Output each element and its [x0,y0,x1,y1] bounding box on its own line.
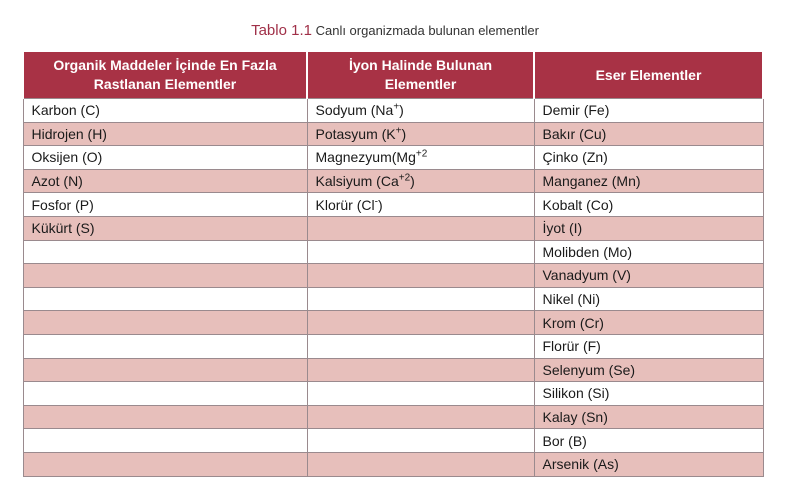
elements-table [22,50,764,477]
cell-organic: Karbon (C) [23,99,307,123]
cell-ion [307,311,534,335]
cell-trace: Çinko (Zn) [534,146,763,170]
ion-close: ) [401,125,407,142]
table-row [23,287,763,311]
cell-trace: Kobalt (Co) [534,193,763,217]
table-row [23,358,763,382]
table-row [23,382,763,406]
cell-trace: Bor (B) [534,429,763,453]
ion-close: ) [410,173,415,190]
cell-trace: Silikon (Si) [534,382,763,406]
table-caption [0,22,790,39]
table-row [23,146,763,170]
cell-organic [23,311,307,335]
ion-name: Potasyum (K [315,125,396,142]
ion-charge: - [374,196,378,208]
cell-ion [307,287,534,311]
cell-ion [307,382,534,406]
caption-label: Tablo 1.1 [251,22,312,39]
table-row [23,216,763,240]
table-row [23,264,763,288]
header-organic: Organik Maddeler İçinde En Fazla Rastlanan Elementler [23,51,307,99]
cell-organic [23,334,307,358]
cell-ion [307,358,534,382]
header-ions: İyon Halinde Bulunan Elementler [307,51,534,99]
cell-organic: Oksijen (O) [23,146,307,170]
cell-ion [307,146,534,170]
cell-organic [23,287,307,311]
cell-organic [23,382,307,406]
header-trace: Eser Elementler [534,51,763,99]
ion-charge: +2 [398,172,411,184]
table-row [23,193,763,217]
cell-trace: Kalay (Sn) [534,405,763,429]
ion-close: ) [399,102,404,119]
cell-ion [307,452,534,476]
cell-organic [23,405,307,429]
cell-ion [307,405,534,429]
ion-close: ) [377,196,383,213]
cell-trace: Selenyum (Se) [534,358,763,382]
cell-ion [307,429,534,453]
cell-organic: Kükürt (S) [23,216,307,240]
cell-trace: Vanadyum (V) [534,264,763,288]
table-row [23,169,763,193]
table-row [23,334,763,358]
cell-organic: Hidrojen (H) [23,122,307,146]
ion-name: Sodyum (Na [315,102,394,119]
table-row [23,122,763,146]
cell-trace: Manganez (Mn) [534,169,763,193]
cell-trace: Molibden (Mo) [534,240,763,264]
header-row [23,51,763,99]
table-body [23,99,763,477]
table-row [23,240,763,264]
cell-organic [23,240,307,264]
table-row [23,405,763,429]
cell-ion [307,216,534,240]
cell-organic [23,358,307,382]
cell-organic [23,429,307,453]
ion-name: Kalsiyum (Ca [315,173,399,190]
cell-trace: Bakır (Cu) [534,122,763,146]
table-row [23,429,763,453]
cell-trace: Nikel (Ni) [534,287,763,311]
cell-trace: Florür (F) [534,334,763,358]
cell-trace: İyot (I) [534,216,763,240]
cell-ion [307,264,534,288]
ion-charge: +2 [415,148,428,160]
cell-ion [307,240,534,264]
cell-ion [307,169,534,193]
table-row [23,311,763,335]
ion-name: Magnezyum(Mg [315,149,416,166]
cell-ion [307,193,534,217]
ion-name: Klorür (Cl [315,196,375,213]
ion-charge: + [393,101,400,113]
cell-organic: Azot (N) [23,169,307,193]
cell-ion [307,122,534,146]
cell-ion [307,99,534,123]
cell-organic [23,264,307,288]
ion-charge: + [395,125,402,137]
cell-trace: Arsenik (As) [534,452,763,476]
table-row [23,99,763,123]
caption-text: Canlı organizmada bulunan elementler [315,23,539,38]
cell-organic: Fosfor (P) [23,193,307,217]
table-row [23,452,763,476]
cell-ion [307,334,534,358]
cell-trace: Demir (Fe) [534,99,763,123]
cell-organic [23,452,307,476]
cell-trace: Krom (Cr) [534,311,763,335]
